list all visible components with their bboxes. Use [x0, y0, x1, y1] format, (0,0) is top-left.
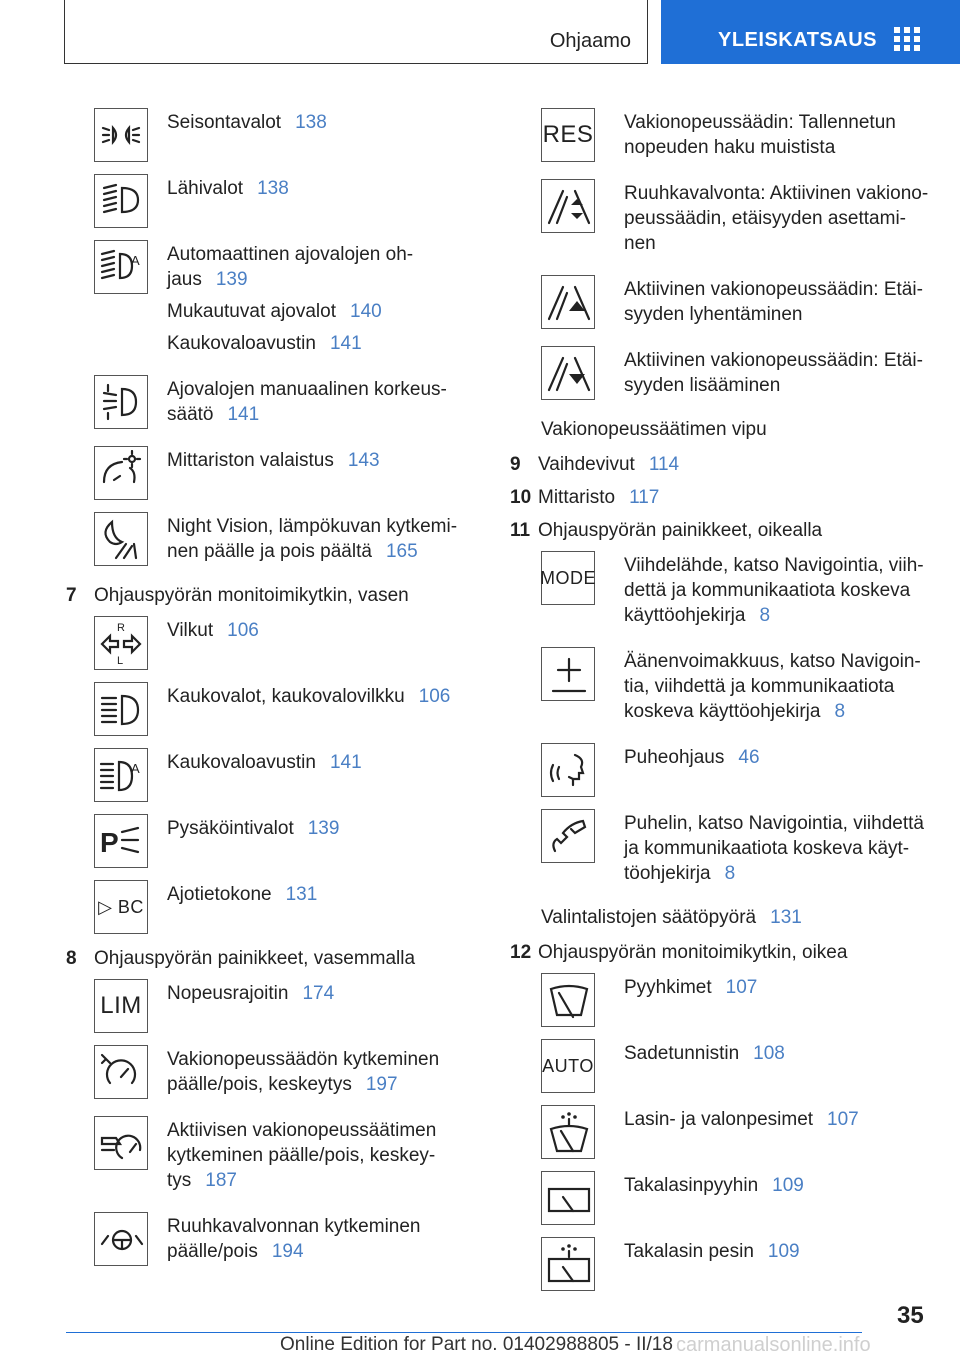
page-ref-link[interactable]: 108: [753, 1043, 785, 1064]
list-item: [541, 743, 930, 797]
rear-wiper-icon-glyph: [545, 1175, 591, 1221]
list-item: [541, 973, 930, 1027]
page-ref-link[interactable]: 187: [205, 1170, 237, 1191]
entry-text: Mukautuvat ajovalot 140: [167, 301, 382, 322]
auto-headlight-icon-glyph: [98, 244, 144, 290]
page-ref-link[interactable]: 174: [302, 983, 335, 1004]
entry-group: [167, 616, 259, 650]
list-item: [541, 1105, 930, 1159]
entry-text: Vakionopeussäädön kytkeminen päälle/pois, keskeytys 197: [167, 1049, 440, 1095]
resume-icon: [541, 108, 595, 162]
section-title: Mittaristo: [538, 487, 616, 508]
low-beam-icon-glyph: [98, 178, 144, 224]
entry-group: [624, 1039, 785, 1073]
list-item: [94, 616, 476, 670]
entry-text: Puheohjaus 46: [624, 747, 760, 768]
low-beam-icon: [94, 174, 148, 228]
washer-icon: [541, 1105, 595, 1159]
section-number: 8: [66, 948, 77, 969]
entry-group: [624, 1105, 859, 1139]
high-beam-assist-icon: [94, 748, 148, 802]
entry-text: Kaukovaloavustin 141: [167, 752, 362, 773]
entry-group: [624, 743, 760, 777]
wheel-label: [541, 905, 930, 930]
page-number: 35: [897, 1302, 924, 1329]
entry-group: [167, 174, 289, 208]
list-item: [541, 809, 930, 893]
section-9-heading: [510, 452, 930, 477]
section-title: Ohjauspyörän painikkeet, vasemmalla: [94, 948, 416, 969]
entry-group: [624, 551, 924, 635]
page-ref-link[interactable]: 131: [285, 884, 318, 905]
parking-lights-icon-glyph: [98, 112, 144, 158]
list-item: [94, 880, 476, 934]
entry-text: Aktiivinen vakionopeussäädin: Etäi- syyden lisääminen: [624, 350, 923, 396]
mode-icon: [541, 551, 595, 605]
list-item: [94, 1212, 476, 1271]
list-item: [94, 240, 476, 363]
entry-group: [167, 108, 327, 142]
high-beam-icon-glyph: [98, 686, 144, 732]
parking-light-p-icon-glyph: [98, 818, 144, 864]
svg-text:R: R: [117, 622, 125, 634]
section-number: 12: [510, 942, 532, 963]
headlight-range-icon: [94, 375, 148, 429]
entry-text: Lähivalot 138: [167, 178, 289, 199]
page-ref-link[interactable]: 117: [629, 487, 660, 508]
entry-text: Kaukovalot, kaukovalovilkku 106: [167, 686, 451, 707]
onboard-computer-icon: [94, 880, 148, 934]
list-item: [94, 375, 476, 434]
entry-text: Sadetunnistin 108: [624, 1043, 785, 1064]
list-item: [94, 748, 476, 802]
headlight-range-icon-glyph: [98, 379, 144, 425]
svg-text:L: L: [117, 655, 124, 666]
speed-limiter-icon: [94, 979, 148, 1033]
distance-increase-icon-glyph: [545, 350, 591, 396]
traffic-jam-assist-icon: [94, 1212, 148, 1266]
section-12-list: [541, 973, 930, 1291]
entry-group: [624, 1171, 804, 1205]
page-ref-link[interactable]: 109: [767, 1241, 800, 1262]
page-ref-link[interactable]: 194: [271, 1241, 304, 1262]
entry-text: Ajotietokone 131: [167, 884, 318, 905]
cruise-control-icon: [94, 1045, 148, 1099]
list-item: [541, 1237, 930, 1291]
wiper-icon-glyph: [545, 977, 591, 1023]
wiper-icon: [541, 973, 595, 1027]
page-ref-link[interactable]: 141: [329, 333, 362, 354]
entry-text: Night Vision, lämpökuvan kytkemi- nen päälle ja pois päältä 165: [167, 516, 458, 562]
entry-text: Pyyhkimet 107: [624, 977, 758, 998]
list-item: [541, 275, 930, 334]
page-ref-link[interactable]: 131: [770, 907, 802, 928]
section-8-heading: [66, 946, 476, 971]
high-beam-assist-icon-glyph: [98, 752, 144, 798]
page-ref-link[interactable]: 138: [257, 178, 289, 199]
parking-lights-icon: [94, 108, 148, 162]
phone-icon-glyph: [545, 813, 591, 859]
icon-label: AUTO: [542, 1055, 594, 1076]
chapter-title: YLEISKATSAUS: [718, 29, 877, 51]
list-item: [94, 1045, 476, 1104]
volume-icon-glyph: [545, 651, 591, 697]
page-ref-link[interactable]: 114: [648, 454, 680, 475]
section-number: 10: [510, 487, 532, 508]
rear-washer-icon-glyph: [545, 1241, 591, 1287]
entry-text: Vakionopeussäädin: Tallennetun nopeuden haku muistista: [624, 112, 896, 158]
icon-label: ▷ BC: [98, 896, 144, 917]
page-ref-link[interactable]: 140: [350, 301, 382, 322]
entry-text: Puhelin, katso Navigointia, viihdettä ja kommunikaatiota koskeva käyt- töohjekirja 8: [624, 813, 924, 884]
entry-group: [167, 512, 457, 571]
list-item: [541, 179, 930, 263]
entry-text: Lasin- ja valonpesimet 107: [624, 1109, 859, 1130]
entry-group: [167, 446, 380, 480]
page-ref-link[interactable]: 165: [385, 541, 418, 562]
entry-text: Ruuhkavalvonta: Aktiivinen vakiono- peussäädin, etäisyyden asettami- nen: [624, 183, 929, 254]
section-number: 9: [510, 454, 521, 475]
section-7-list: [94, 616, 476, 934]
section-7-heading: [66, 583, 476, 608]
night-vision-icon: [94, 512, 148, 566]
section-8-list: [94, 979, 476, 1271]
list-item: [541, 108, 930, 167]
page-ref-link[interactable]: 107: [827, 1109, 859, 1130]
page-ref-link[interactable]: 141: [329, 752, 362, 773]
section-title: Ohjauspyörän painikkeet, oikealla: [538, 520, 823, 541]
turn-signal-icon: [94, 616, 148, 670]
page-ref-link[interactable]: 8: [759, 605, 771, 626]
list-item: [94, 446, 476, 500]
traffic-jam-assist-icon-glyph: [98, 1216, 144, 1262]
entry-group: [624, 108, 896, 167]
wheel-text: Valintalistojen säätöpyörä: [541, 907, 757, 928]
entry-text: Kaukovaloavustin 141: [167, 333, 362, 354]
cruise-control-list: [541, 108, 930, 405]
entry-text: Aktiivinen vakionopeussäädin: Etäi- syyden lyhentäminen: [624, 279, 923, 325]
turn-signal-icon-glyph: [98, 620, 144, 666]
entry-group: [624, 973, 757, 1007]
cruise-lever-label: Vakionopeussäätimen vipu: [541, 419, 767, 440]
page-ref-link[interactable]: 8: [724, 863, 736, 884]
night-vision-icon-glyph: [98, 516, 144, 562]
entry-text: Vilkut 106: [167, 620, 259, 641]
instrument-lighting-icon-glyph: [98, 450, 144, 496]
icon-label: RES: [542, 121, 594, 148]
entry-group: [624, 809, 924, 893]
list-item: [94, 979, 476, 1033]
entry-text: Ruuhkavalvonnan kytkeminen päälle/pois 194: [167, 1216, 421, 1262]
right-column: [510, 108, 930, 1303]
distance-increase-icon: [541, 346, 595, 400]
section-number: 7: [66, 585, 77, 606]
page-ref-link[interactable]: 106: [418, 686, 451, 707]
high-beam-icon: [94, 682, 148, 736]
distance-decrease-icon: [541, 275, 595, 329]
page-ref-link[interactable]: 139: [307, 818, 340, 839]
header-section-box: [64, 0, 648, 64]
traffic-jam-distance-icon-glyph: [545, 183, 591, 229]
list-item: [94, 108, 476, 162]
list-item: [541, 1171, 930, 1225]
icon-label: LIM: [100, 992, 142, 1019]
volume-icon: [541, 647, 595, 701]
page-ref-link[interactable]: 109: [772, 1175, 804, 1196]
list-item: [94, 512, 476, 571]
svg-text:A: A: [131, 253, 140, 268]
page-ref-link[interactable]: 141: [227, 404, 260, 425]
icon-label: MODE: [540, 567, 596, 588]
voice-control-icon: [541, 743, 595, 797]
entry-text: Ajovalojen manuaalinen korkeus- säätö 141: [167, 379, 447, 425]
distance-decrease-icon-glyph: [545, 279, 591, 325]
rear-washer-icon: [541, 1237, 595, 1291]
section-title: Ohjauspyörän monitoimikytkin, vasen: [94, 585, 409, 606]
entry-group: [624, 346, 923, 405]
footer-divider: [66, 1332, 862, 1333]
entry-text: Seisontavalot 138: [167, 112, 327, 133]
entry-group: [167, 1116, 436, 1200]
entry-text: Äänenvoimakkuus, katso Navigoin- tia, viihdettä ja kommunikaatiota koskeva käyttöohjekirja 8: [624, 651, 921, 722]
entry-group: [624, 179, 928, 263]
page-ref-link[interactable]: 8: [834, 701, 846, 722]
active-cruise-control-icon: [94, 1116, 148, 1170]
entry-text: Nopeusrajoitin 174: [167, 983, 335, 1004]
list-item: [541, 346, 930, 405]
section-11-list: [541, 551, 930, 893]
page-ref-link[interactable]: 139: [215, 269, 248, 290]
auto-headlight-icon: [94, 240, 148, 294]
cruise-control-icon-glyph: [98, 1049, 144, 1095]
entry-group: [167, 979, 334, 1013]
rain-sensor-icon: [541, 1039, 595, 1093]
traffic-jam-distance-icon: [541, 179, 595, 233]
watermark-text: carmanualsonline.info: [676, 1334, 871, 1356]
section-title: Ohjaamo: [549, 30, 631, 52]
entry-group: [167, 682, 450, 716]
voice-control-icon-glyph: [545, 747, 591, 793]
entry-group: [167, 1212, 421, 1271]
section-number: 11: [510, 520, 531, 541]
list-item: [94, 1116, 476, 1200]
entry-group: [167, 748, 362, 782]
entry-group: [167, 240, 413, 363]
section-12-heading: [510, 940, 930, 965]
list-item: [94, 814, 476, 868]
entry-text: Mittariston valaistus 143: [167, 450, 380, 471]
page-ref-link[interactable]: 106: [227, 620, 259, 641]
entry-text: Viihdelähde, katso Navigointia, viih- dettä ja kommunikaatiota koskeva käyttöohjekirja 8: [624, 555, 924, 626]
entry-text: Takalasin pesin 109: [624, 1241, 800, 1262]
phone-icon: [541, 809, 595, 863]
left-column: [66, 108, 476, 1283]
page-ref-link[interactable]: 107: [725, 977, 758, 998]
section-title: Vaihdevivut: [538, 454, 635, 475]
list-item: [541, 1039, 930, 1093]
entry-group: [624, 647, 921, 731]
entry-text: Takalasinpyyhin 109: [624, 1175, 804, 1196]
instrument-lighting-icon: [94, 446, 148, 500]
list-item: [94, 174, 476, 228]
entry-group: [167, 880, 317, 914]
washer-icon-glyph: [545, 1109, 591, 1155]
entry-group: [624, 275, 923, 334]
entry-text: Automaattinen ajovalojen oh- jaus 139: [167, 244, 414, 290]
list-item: [541, 647, 930, 731]
edition-text: Online Edition for Part no. 01402988805 - II/18: [280, 1334, 673, 1355]
rear-wiper-icon: [541, 1171, 595, 1225]
list-item: [541, 551, 930, 635]
svg-text:A: A: [131, 761, 140, 776]
page-ref-link[interactable]: 197: [365, 1074, 398, 1095]
parking-light-p-icon: [94, 814, 148, 868]
list-item: [94, 682, 476, 736]
section-10-heading: [510, 485, 930, 510]
active-cruise-control-icon-glyph: [98, 1120, 144, 1166]
entry-group: [167, 814, 339, 848]
entry-text: Pysäköintivalot 139: [167, 818, 340, 839]
section-11-heading: [510, 518, 930, 543]
entry-group: [624, 1237, 800, 1271]
entry-text: Aktiivisen vakionopeussäätimen kytkeminen päälle/pois, keskey- tys 187: [167, 1120, 437, 1191]
entry-group: [167, 375, 447, 434]
section-title: Ohjauspyörän monitoimikytkin, oikea: [538, 942, 848, 963]
light-switch-list: [94, 108, 476, 571]
entry-group: [167, 1045, 439, 1104]
page-ref-link[interactable]: 46: [738, 747, 760, 768]
grid-icon: [894, 27, 922, 51]
page-ref-link[interactable]: 143: [347, 450, 380, 471]
page-ref-link[interactable]: 138: [295, 112, 327, 133]
chapter-tab[interactable]: [661, 0, 960, 64]
svg-text:P: P: [100, 827, 119, 858]
